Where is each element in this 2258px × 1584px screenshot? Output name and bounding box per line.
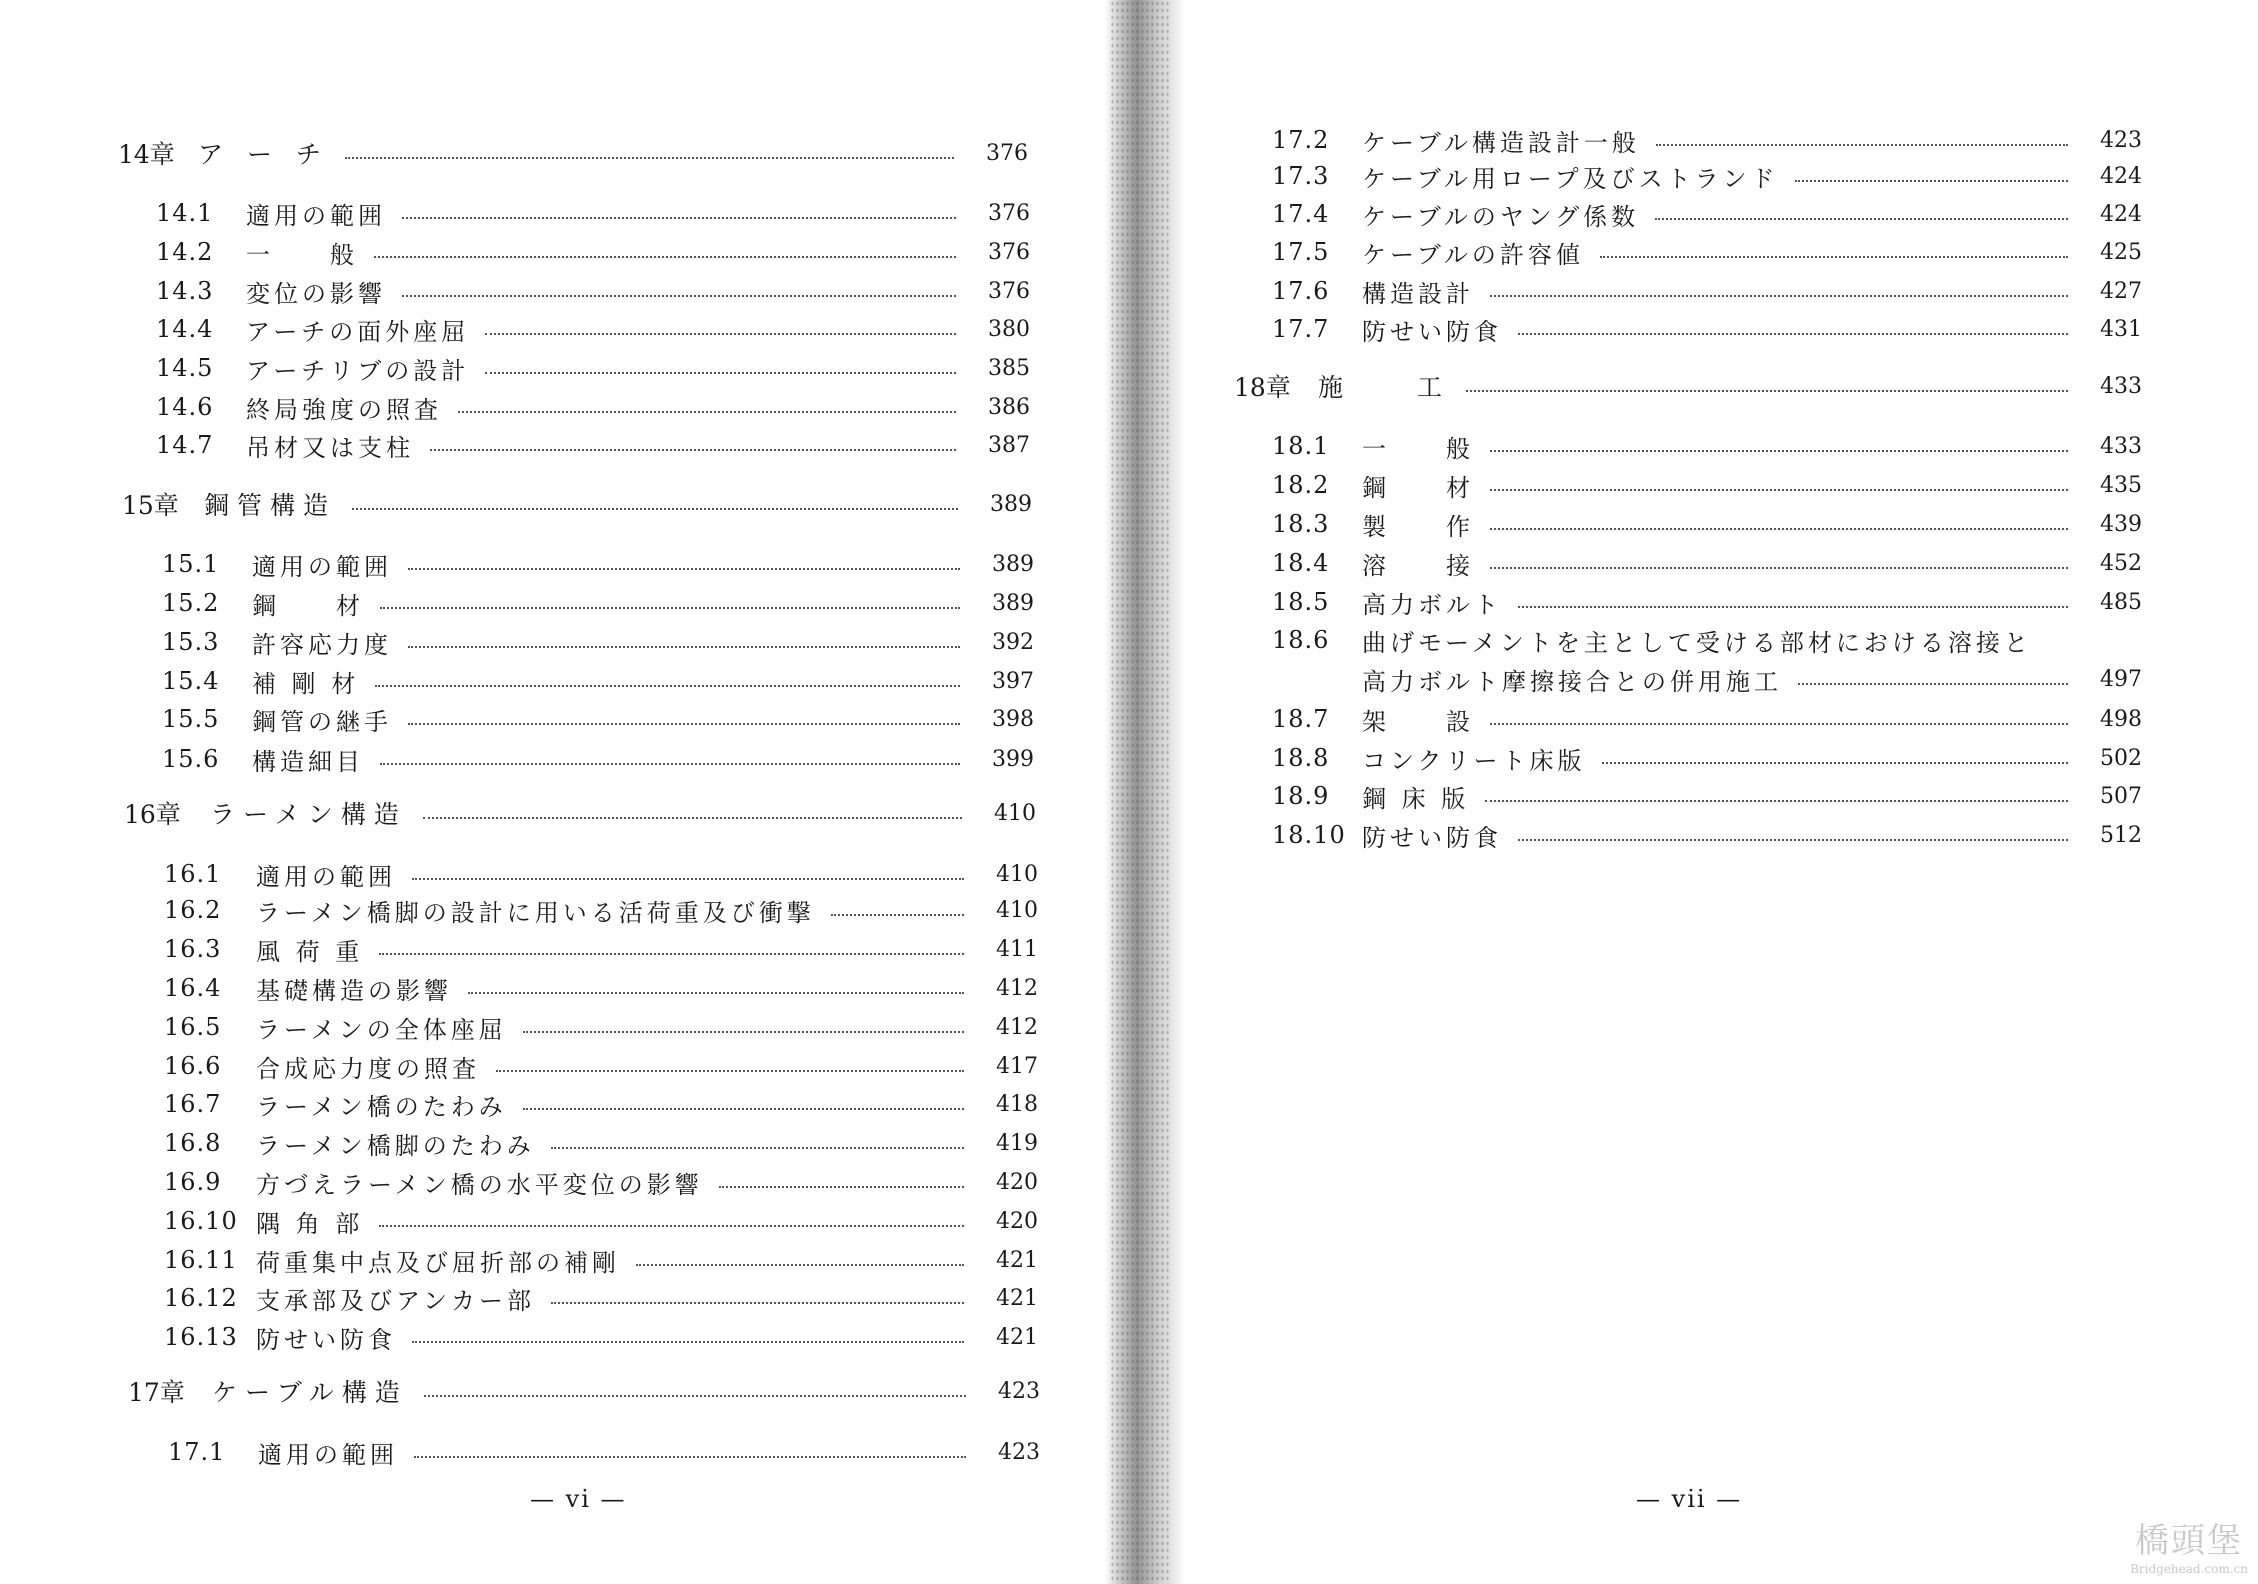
dot-leader: [1466, 388, 2068, 392]
toc-section-row: [156, 311, 1030, 347]
watermark-url: Bridgehead.com.cn: [2130, 1562, 2248, 1576]
toc-section-row: [1272, 196, 2142, 232]
dot-leader: [523, 1029, 964, 1033]
section-title-continued: 高力ボルト摩擦接合との併用施工: [1362, 667, 1782, 696]
section-title: 荷重集中点及び屈折部の補剛: [256, 1248, 620, 1277]
section-number: 18.1: [1272, 432, 1330, 460]
section-number: 16.2: [164, 896, 222, 924]
toc-chapter-row: [122, 486, 1032, 522]
toc-section-row-continuation: [1362, 661, 2142, 697]
dot-leader: [430, 447, 956, 451]
chapter-number: 18章: [1234, 373, 1291, 402]
toc-section-row: [1272, 545, 2142, 581]
page-number: 423: [2100, 127, 2142, 153]
section-title: 構造設計: [1362, 279, 1474, 308]
section-number: 17.3: [1272, 162, 1330, 190]
page-number: 423: [998, 1378, 1040, 1404]
dot-leader: [1795, 178, 2068, 182]
section-title: ケーブルのヤング係数: [1362, 202, 1640, 231]
page-number: 502: [2100, 745, 2142, 771]
toc-section-row: [164, 856, 1038, 892]
section-title: コンクリート床版: [1362, 746, 1586, 775]
toc-section-row: [156, 234, 1030, 270]
page-number: 397: [992, 668, 1034, 694]
dot-leader: [1798, 681, 2068, 685]
page-number: 399: [992, 746, 1034, 772]
dot-leader: [1490, 565, 2068, 569]
section-title: 隅 角 部: [256, 1209, 364, 1238]
section-title: 適用の範囲: [246, 201, 386, 230]
section-title: 防せい防食: [1362, 317, 1502, 346]
dot-leader: [1602, 760, 2068, 764]
section-number: 16.6: [164, 1052, 222, 1080]
toc-section-row: [1272, 122, 2142, 158]
toc-chapter-row: [118, 135, 1028, 171]
section-title: 適用の範囲: [258, 1440, 398, 1469]
toc-section-row: [162, 663, 1034, 699]
page-number: 411: [996, 936, 1038, 962]
dot-leader: [379, 1223, 964, 1227]
section-number: 14.6: [156, 393, 214, 421]
toc-section-row: [164, 1164, 1038, 1200]
section-title: 許容応力度: [252, 630, 392, 659]
dot-leader: [1490, 293, 2068, 297]
toc-section-row: [162, 624, 1034, 660]
toc-section-row: [156, 195, 1030, 231]
section-number: 14.5: [156, 354, 214, 382]
toc-section-row: [164, 970, 1038, 1006]
section-number: 18.4: [1272, 549, 1330, 577]
toc-section-row: [1272, 778, 2142, 814]
section-number: 15.3: [162, 628, 220, 656]
section-number: 16.3: [164, 935, 222, 963]
dot-leader: [374, 254, 956, 258]
toc-section-row: [164, 1203, 1038, 1239]
dot-leader: [414, 1454, 966, 1458]
dot-leader: [1518, 331, 2068, 335]
page-number: 410: [996, 861, 1038, 887]
page-number: 512: [2100, 822, 2142, 848]
section-title: 鋼管の継手: [252, 707, 392, 736]
toc-section-row: [164, 1242, 1038, 1278]
dot-leader: [1655, 216, 2068, 220]
section-title: 防せい防食: [1362, 823, 1502, 852]
section-title: 基礎構造の影響: [256, 976, 452, 1005]
section-number: 18.8: [1272, 744, 1330, 772]
toc-chapter-row: [128, 1373, 1040, 1409]
page-number: 433: [2100, 433, 2142, 459]
page-number: 380: [988, 316, 1030, 342]
toc-section-row: [164, 931, 1038, 967]
section-title: 支承部及びアンカー部: [256, 1286, 536, 1315]
dot-leader: [719, 1184, 964, 1188]
dot-leader: [352, 506, 958, 510]
dot-leader: [423, 815, 962, 819]
section-number: 16.13: [164, 1323, 238, 1351]
page-number: 427: [2100, 278, 2142, 304]
section-number: 16.5: [164, 1013, 222, 1041]
section-title: 合成応力度の照査: [256, 1054, 480, 1083]
page-number: 439: [2100, 511, 2142, 537]
toc-chapter-row: [124, 795, 1036, 831]
dot-leader: [412, 876, 964, 880]
toc-left-page: [0, 0, 1110, 1584]
section-number: 14.7: [156, 431, 214, 459]
section-number: 14.2: [156, 238, 214, 266]
page-number: 420: [996, 1208, 1038, 1234]
section-number: 16.1: [164, 860, 222, 888]
chapter-title: 鋼管構造: [204, 491, 337, 520]
section-number: 17.5: [1272, 238, 1330, 266]
toc-section-row: [1272, 428, 2142, 464]
page-number: 433: [2100, 373, 2142, 399]
section-number: 18.3: [1272, 510, 1330, 538]
toc-section-row: [162, 741, 1034, 777]
page-number: 421: [996, 1285, 1038, 1311]
page-number: 412: [996, 975, 1038, 1001]
toc-section-row: [164, 1319, 1038, 1355]
toc-section-row: [164, 1009, 1038, 1045]
page-folio: — vi —: [530, 1485, 627, 1513]
dot-leader: [380, 761, 960, 765]
dot-leader: [485, 331, 956, 335]
page-folio: — vii —: [1636, 1485, 1743, 1513]
section-title: 鋼 床 版: [1362, 784, 1470, 813]
page-number: 410: [994, 800, 1036, 826]
dot-leader: [458, 409, 956, 413]
toc-section-row: [1272, 740, 2142, 776]
page-number: 418: [996, 1091, 1038, 1117]
section-title: ケーブル構造設計一般: [1362, 128, 1640, 157]
dot-leader: [412, 1339, 964, 1343]
toc-section-row: [156, 273, 1030, 309]
dot-leader: [551, 1300, 964, 1304]
toc-section-row: [1272, 506, 2142, 542]
section-title: 適用の範囲: [252, 552, 392, 581]
section-title: 変位の影響: [246, 279, 386, 308]
toc-section-row: [164, 1086, 1038, 1122]
section-title: 鋼 材: [1362, 473, 1474, 502]
section-title: 構造細目: [252, 747, 364, 776]
dot-leader: [424, 1393, 966, 1397]
toc-section-row: [164, 1048, 1038, 1084]
section-title: 吊材又は支柱: [246, 433, 414, 462]
page-number: 497: [2100, 666, 2142, 692]
chapter-title: ケーブル構造: [212, 1378, 408, 1407]
section-number: 14.1: [156, 199, 214, 227]
section-number: 14.4: [156, 315, 214, 343]
chapter-number: 17章: [128, 1378, 185, 1407]
section-number: 17.4: [1272, 200, 1330, 228]
dot-leader: [1600, 254, 2068, 258]
page-number: 498: [2100, 706, 2142, 732]
page-number: 389: [992, 551, 1034, 577]
dot-leader: [402, 293, 956, 297]
section-title: 終局強度の照査: [246, 395, 442, 424]
dot-leader: [1490, 721, 2068, 725]
toc-section-row: [1272, 622, 2142, 658]
chapter-title: ラーメン構造: [210, 800, 407, 829]
dot-leader: [402, 215, 956, 219]
chapter-number: 16章: [124, 800, 181, 829]
page-number: 507: [2100, 783, 2142, 809]
dot-leader: [1518, 604, 2068, 608]
section-title: 鋼 材: [252, 591, 364, 620]
page-number: 431: [2100, 316, 2142, 342]
section-title: ケーブルの許容値: [1362, 240, 1584, 269]
page-number: 421: [996, 1324, 1038, 1350]
section-number: 16.11: [164, 1246, 238, 1274]
chapter-number: 14章: [118, 140, 175, 169]
section-title: ラーメンの全体座屈: [256, 1015, 507, 1044]
chapter-title: ア ー チ: [198, 140, 329, 169]
dot-leader: [1490, 526, 2068, 530]
section-title: 方づえラーメン橋の水平変位の影響: [256, 1170, 703, 1199]
section-number: 18.10: [1272, 821, 1346, 849]
page-number: 424: [2100, 201, 2142, 227]
toc-section-row: [1272, 311, 2142, 347]
dot-leader: [408, 566, 960, 570]
dot-leader: [375, 683, 960, 687]
dot-leader: [408, 644, 960, 648]
page-number: 387: [988, 432, 1030, 458]
toc-section-row: [162, 585, 1034, 621]
toc-section-row: [1272, 234, 2142, 270]
toc-section-row: [1272, 467, 2142, 503]
section-number: 16.8: [164, 1129, 222, 1157]
page-number: 389: [990, 491, 1032, 517]
dot-leader: [636, 1262, 964, 1266]
watermark-logo-text: 橋頭堡: [2135, 1521, 2244, 1561]
dot-leader: [408, 721, 960, 725]
toc-chapter-row: [1234, 368, 2142, 404]
toc-right-page: [1110, 0, 2258, 1584]
section-number: 16.7: [164, 1090, 222, 1118]
section-number: 17.6: [1272, 277, 1330, 305]
site-watermark: [2130, 1513, 2248, 1576]
section-number: 17.2: [1272, 126, 1330, 154]
section-title: 補 剛 材: [252, 669, 360, 698]
section-number: 15.6: [162, 745, 220, 773]
section-title: ラーメン橋脚の設計に用いる活荷重及び衝撃: [256, 898, 815, 927]
section-number: 18.7: [1272, 705, 1330, 733]
section-number: 16.4: [164, 974, 222, 1002]
toc-section-row: [1272, 158, 2142, 194]
section-title: 適用の範囲: [256, 862, 396, 891]
section-title: 架 設: [1362, 707, 1474, 736]
section-number: 15.5: [162, 705, 220, 733]
section-number: 16.9: [164, 1168, 222, 1196]
section-title: 一 般: [1362, 434, 1474, 463]
dot-leader: [1490, 487, 2068, 491]
page-number: 424: [2100, 163, 2142, 189]
section-title: アーチリブの設計: [246, 356, 470, 385]
page-number: 410: [996, 897, 1038, 923]
toc-section-row: [162, 701, 1034, 737]
page-number: 420: [996, 1169, 1038, 1195]
section-title: ラーメン橋脚のたわみ: [256, 1131, 535, 1160]
section-number: 17.7: [1272, 315, 1330, 343]
toc-section-row: [156, 427, 1030, 463]
toc-section-row: [164, 892, 1038, 928]
section-number: 15.1: [162, 550, 220, 578]
toc-section-row: [1272, 701, 2142, 737]
dot-leader: [379, 951, 964, 955]
dot-leader: [485, 370, 956, 374]
toc-section-row: [156, 389, 1030, 425]
chapter-title: 施 工: [1318, 373, 1451, 402]
page-number: 392: [992, 629, 1034, 655]
page-number: 435: [2100, 472, 2142, 498]
page-number: 421: [996, 1247, 1038, 1273]
section-title: アーチの面外座屈: [246, 317, 470, 346]
page-number: 376: [988, 239, 1030, 265]
section-number: 18.9: [1272, 782, 1330, 810]
section-title: 製 作: [1362, 512, 1474, 541]
section-number: 15.2: [162, 589, 220, 617]
section-number: 18.6: [1272, 626, 1330, 654]
toc-section-row: [168, 1434, 1040, 1470]
section-title: 曲げモーメントを主として受ける部材における溶接と: [1362, 628, 2032, 657]
dot-leader: [523, 1106, 964, 1110]
section-title: 一 般: [246, 240, 358, 269]
section-number: 15.4: [162, 667, 220, 695]
toc-section-row: [164, 1280, 1038, 1316]
page-number: 386: [988, 394, 1030, 420]
dot-leader: [380, 605, 960, 609]
page-number: 385: [988, 355, 1030, 381]
dot-leader: [496, 1068, 964, 1072]
toc-section-row: [162, 546, 1034, 582]
section-number: 18.5: [1272, 588, 1330, 616]
section-title: ラーメン橋のたわみ: [256, 1092, 507, 1121]
section-number: 17.1: [168, 1438, 226, 1466]
toc-section-row: [164, 1125, 1038, 1161]
toc-section-row: [1272, 273, 2142, 309]
page-number: 417: [996, 1053, 1038, 1079]
section-number: 14.3: [156, 277, 214, 305]
dot-leader: [1485, 798, 2068, 802]
section-title: 風 荷 重: [256, 937, 364, 966]
dot-leader: [831, 912, 964, 916]
dot-leader: [345, 155, 954, 159]
section-number: 16.10: [164, 1207, 238, 1235]
section-title: 高力ボルト: [1362, 590, 1502, 619]
toc-section-row: [1272, 817, 2142, 853]
section-title: 溶 接: [1362, 551, 1474, 580]
section-number: 16.12: [164, 1284, 238, 1312]
page-number: 412: [996, 1014, 1038, 1040]
page-number: 423: [998, 1439, 1040, 1465]
page-number: 376: [988, 278, 1030, 304]
chapter-number: 15章: [122, 491, 179, 520]
page-number: 376: [986, 140, 1028, 166]
toc-section-row: [156, 350, 1030, 386]
page-number: 452: [2100, 550, 2142, 576]
page-number: 389: [992, 590, 1034, 616]
page-number: 485: [2100, 589, 2142, 615]
dot-leader: [1656, 142, 2068, 146]
page-number: 398: [992, 706, 1034, 732]
section-title: ケーブル用ロープ及びストランド: [1362, 164, 1779, 193]
dot-leader: [551, 1145, 964, 1149]
page-number: 425: [2100, 239, 2142, 265]
dot-leader: [468, 990, 964, 994]
section-number: 18.2: [1272, 471, 1330, 499]
page-number: 376: [988, 200, 1030, 226]
dot-leader: [1518, 837, 2068, 841]
dot-leader: [1490, 448, 2068, 452]
section-title: 防せい防食: [256, 1325, 396, 1354]
page-number: 419: [996, 1130, 1038, 1156]
toc-section-row: [1272, 584, 2142, 620]
